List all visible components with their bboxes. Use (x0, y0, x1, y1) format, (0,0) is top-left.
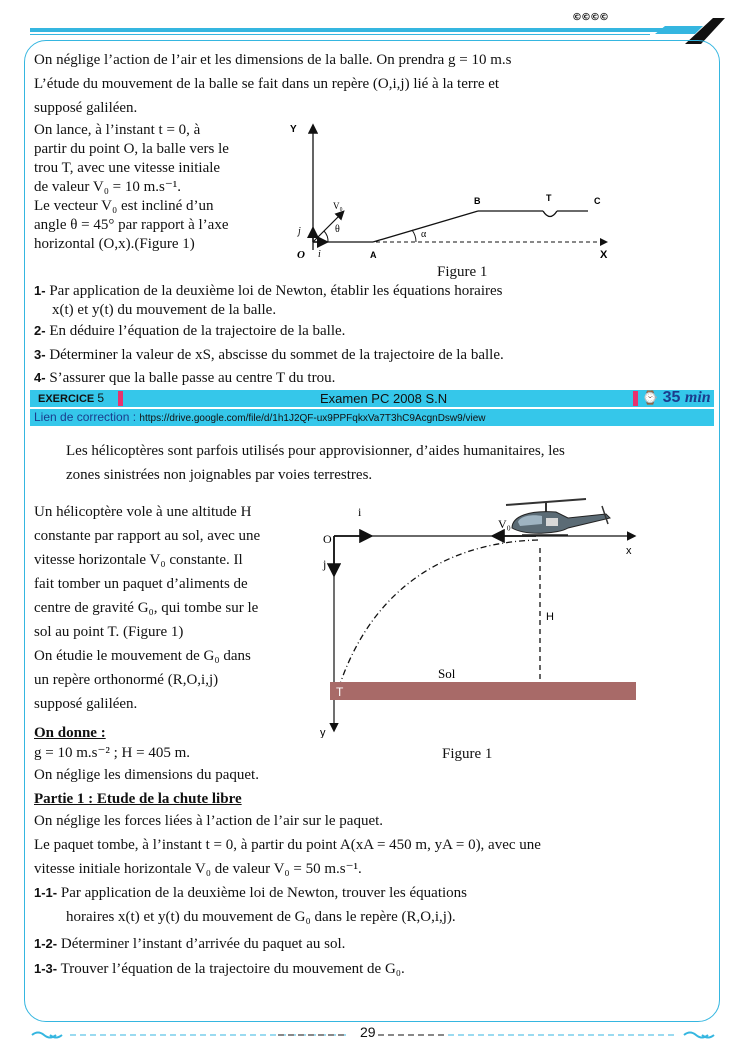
clock-icon: ⌚ (642, 390, 659, 405)
part-line: On néglige les forces liées à l’action de l’air sur le paquet. (34, 813, 384, 829)
s2-left-line: centre de gravité G₀, qui tombe sur le (34, 600, 259, 616)
s1-left-line: On lance, à l’instant t = 0, à (34, 122, 201, 138)
x-label: x (626, 545, 632, 557)
a-label: A (370, 250, 377, 260)
part-line: vitesse initiale horizontale V₀ de valeur V₀ = 50 m.s⁻¹. (34, 861, 362, 877)
exercise-duration: ⌚ 35 min (642, 389, 711, 406)
j-label: j (298, 226, 301, 237)
x-label: X (600, 249, 608, 261)
helicopter-icon (506, 499, 610, 535)
o-label: O (297, 249, 305, 261)
question-item: 1-1- Par application de la deuxième loi de Newton, trouver les équations (34, 885, 468, 901)
s1-left-line: partir du point O, la balle vers le (34, 141, 229, 157)
pink-marker (118, 391, 123, 406)
s1-left-line: horizontal (O,x).(Figure 1) (34, 236, 195, 252)
v0-label: V₀ (498, 517, 511, 531)
v0-label: V₀ (333, 201, 343, 211)
i-label: i (318, 249, 321, 260)
s2-left-line: vitesse horizontale V₀ constante. Il (34, 552, 243, 568)
j-label: j (323, 557, 327, 571)
given-note: On néglige les dimensions du paquet. (34, 767, 259, 783)
t-label: T (336, 685, 344, 699)
question-item: 2- En déduire l’équation de la trajectoire de la balle. (34, 323, 346, 339)
h-label: H (546, 611, 554, 623)
b-label: B (474, 196, 481, 206)
theta-arc (324, 231, 328, 242)
question-item: 3- Déterminer la valeur de xS, abscisse du sommet de la trajectoire de la balle. (34, 347, 504, 363)
package-trajectory (340, 540, 538, 684)
question-item: 1-3- Trouver l’équation de la trajectoire du mouvement de G₀. (34, 961, 405, 977)
page-number: 29 (360, 1024, 376, 1040)
i-label: i (358, 505, 362, 519)
given-values: g = 10 m.s⁻² ; H = 405 m. (34, 745, 191, 761)
o-label: O (323, 532, 332, 546)
y-label: y (320, 727, 326, 738)
s2-left-line: On étudie le mouvement de G₀ dans (34, 648, 251, 664)
c-label: C (594, 196, 601, 206)
alpha-label: α (421, 229, 427, 240)
s1-left-line: trou T, avec une vitesse initiale (34, 160, 221, 176)
question-line: x(t) et y(t) du mouvement de la balle. (52, 302, 277, 318)
question-item: 4- S’assurer que la balle passe au centre T du trou. (34, 370, 336, 386)
s2-left-line: fait tomber un paquet d’aliments de (34, 576, 248, 592)
correction-link-bar: Lien de correction : https://drive.google.com/file/d/1h1J2QF-ux9PPFqkxVa7T3hC9AcgnDsw9/view (30, 409, 714, 426)
pink-marker (633, 391, 638, 406)
ground-sol (330, 682, 636, 700)
s1-paragraph-1: On néglige l’action de l’air et les dimensions de la balle. On prendra g = 10 m.s (34, 52, 512, 68)
s1-left-line: de valeur V₀ = 10 m.s⁻¹. (34, 179, 182, 195)
t-label: T (546, 193, 552, 203)
given-title: On donne : (34, 725, 106, 741)
exercise-label: EXERCICE 5 (38, 391, 104, 405)
header-rule (30, 28, 670, 32)
correction-link[interactable]: https://drive.google.com/file/d/1h1J2QF-ux9PPFqkxVa7T3hC9AcgnDsw9/view (139, 413, 486, 424)
exercise-title: Examen PC 2008 S.N (320, 391, 448, 406)
s1-left-line: angle θ = 45° par rapport à l’axe (34, 217, 229, 233)
s1-left-line: Le vecteur V₀ est incliné d’un (34, 198, 214, 214)
s2-left-line: supposé galiléen. (34, 696, 138, 712)
s2-left-line: un repère orthonormé (R,O,i,j) (34, 672, 219, 688)
s1-paragraph-3: supposé galiléen. (34, 100, 138, 116)
s2-intro-2: zones sinistrées non joignables par voies terrestres. (66, 467, 373, 483)
sol-label: Sol (438, 666, 456, 681)
part-title: Partie 1 : Etude de la chute libre (34, 791, 242, 807)
helicopter-figure (306, 488, 646, 738)
hole-t (543, 211, 557, 217)
question-item: 1- Par application de la deuxième loi de Newton, établir les équations horaires (34, 283, 503, 299)
question-line: horaires x(t) et y(t) du mouvement de G₀ dans le repère (R,O,i,j). (66, 909, 456, 925)
cc-license-icon: ©©©© (572, 12, 608, 23)
s2-intro-1: Les hélicoptères sont parfois utilisés pour approvisionner, d’aides humanitaires, les (66, 443, 565, 459)
s1-figure-caption: Figure 1 (437, 264, 488, 280)
part-line: Le paquet tombe, à l’instant t = 0, à partir du point A(xA = 450 m, yA = 0), avec une (34, 837, 541, 853)
s1-paragraph-2: L’étude du mouvement de la balle se fait dans un repère (O,i,j) lié à la terre et (34, 76, 500, 92)
s2-figure-caption: Figure 1 (442, 746, 493, 762)
y-label: Y (290, 124, 297, 135)
s2-left-line: sol au point T. (Figure 1) (34, 624, 184, 640)
question-item: 1-2- Déterminer l’instant d’arrivée du paquet au sol. (34, 936, 346, 952)
alpha-arc (412, 230, 416, 242)
s2-left-line: constante par rapport au sol, avec une (34, 528, 261, 544)
golf-trajectory-figure (288, 118, 618, 268)
s2-left-line: Un hélicoptère vole à une altitude H (34, 504, 252, 520)
theta-label: θ (335, 224, 340, 235)
exercise-header-bar (30, 390, 714, 407)
header-rule-thin (30, 34, 650, 35)
